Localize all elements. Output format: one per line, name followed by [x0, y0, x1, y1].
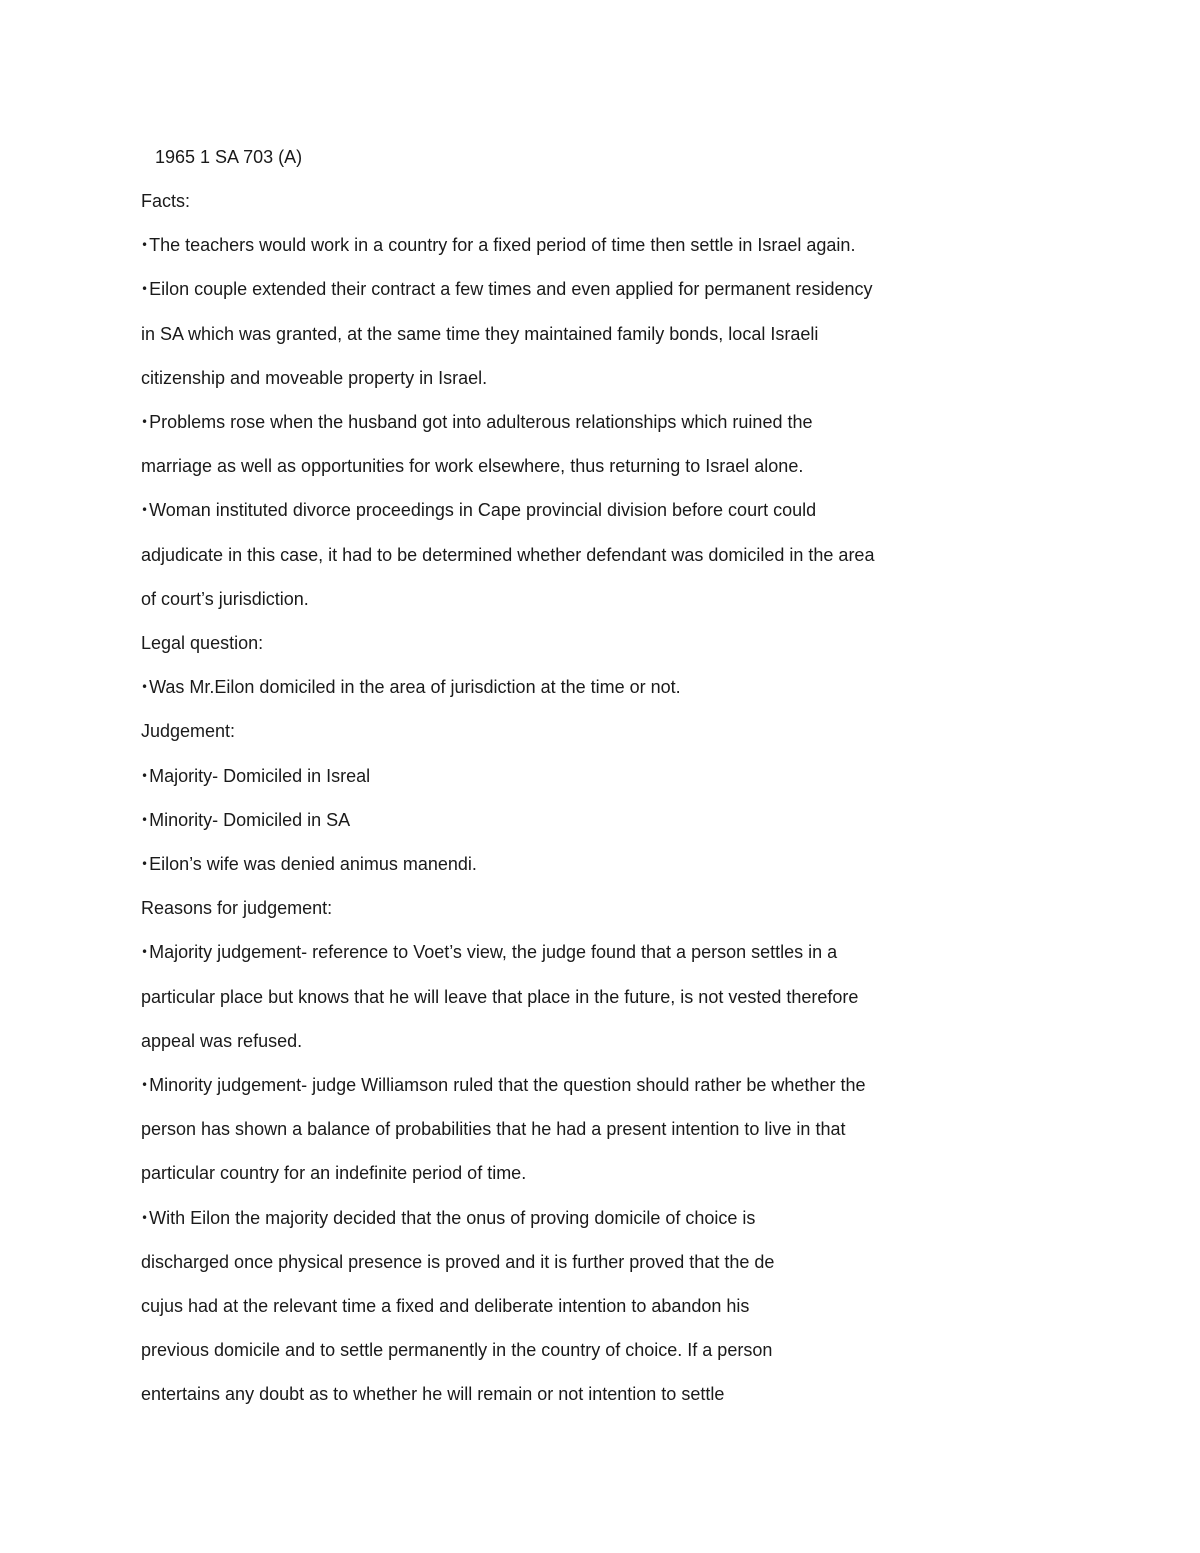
line-text: in SA which was granted, at the same time they maintained family bonds, local Israeli [141, 324, 819, 344]
line-text: Minority- Domiciled in SA [149, 810, 351, 830]
line-text: discharged once physical presence is proved and it is further proved that the de [141, 1252, 775, 1272]
line-text: previous domicile and to settle permanently in the country of choice. If a person [141, 1340, 773, 1360]
bullet-icon: • [141, 1078, 149, 1092]
line-text: cujus had at the relevant time a fixed and deliberate intention to abandon his [141, 1296, 750, 1316]
section-heading [141, 719, 235, 743]
paragraph-line [141, 1161, 526, 1185]
paragraph-line [141, 366, 487, 390]
line-text: citizenship and moveable property in Israel. [141, 368, 488, 388]
line-text: The teachers would work in a country for a fixed period of time then settle in Israel again. [149, 235, 856, 255]
paragraph-line [141, 1250, 774, 1274]
paragraph-line [141, 1294, 749, 1318]
line-text: entertains any doubt as to whether he will remain or not intention to settle [141, 1384, 725, 1404]
line-text: Eilon’s wife was denied animus manendi. [149, 854, 477, 874]
bullet-item [141, 1206, 755, 1230]
line-text: Was Mr.Eilon domiciled in the area of jurisdiction at the time or not. [149, 677, 681, 697]
bullet-icon: • [141, 238, 149, 252]
paragraph-line [141, 985, 858, 1009]
line-text: With Eilon the majority decided that the onus of proving domicile of choice is [149, 1208, 756, 1228]
line-text: Reasons for judgement: [141, 898, 333, 918]
bullet-item [141, 410, 813, 434]
line-text: Judgement: [141, 721, 236, 741]
case-citation: 1965 1 SA 703 (A) [155, 147, 303, 167]
line-text: Problems rose when the husband got into adulterous relationships which ruined the [149, 412, 813, 432]
section-heading [141, 631, 263, 655]
line-text: particular place but knows that he will leave that place in the future, is not vested therefore [141, 987, 859, 1007]
paragraph-line [141, 1029, 302, 1053]
bullet-icon: • [141, 813, 149, 827]
bullet-icon: • [141, 282, 149, 296]
bullet-icon: • [141, 503, 149, 517]
bullet-item [141, 277, 873, 301]
bullet-icon: • [141, 680, 149, 694]
line-text: Legal question: [141, 633, 264, 653]
line-text: Majority judgement- reference to Voet’s view, the judge found that a person settles in a [149, 942, 838, 962]
bullet-icon: • [141, 1211, 149, 1225]
paragraph-line [141, 454, 803, 478]
bullet-item [141, 764, 370, 788]
bullet-item [141, 1073, 865, 1097]
line-text: of court’s jurisdiction. [141, 589, 309, 609]
paragraph-line [141, 587, 309, 611]
line-text: Minority judgement- judge Williamson ruled that the question should rather be whether the [149, 1075, 866, 1095]
line-text: particular country for an indefinite period of time. [141, 1163, 527, 1183]
bullet-item [141, 940, 837, 964]
line-text: adjudicate in this case, it had to be determined whether defendant was domiciled in the area [141, 545, 875, 565]
line-text: Facts: [141, 191, 191, 211]
line-text: Eilon couple extended their contract a few times and even applied for permanent residency [149, 279, 873, 299]
line-text: marriage as well as opportunities for work elsewhere, thus returning to Israel alone. [141, 456, 804, 476]
bullet-icon: • [141, 857, 149, 871]
paragraph-line [141, 322, 818, 346]
paragraph-line [141, 543, 874, 567]
line-text: person has shown a balance of probabilities that he had a present intention to live in that [141, 1119, 846, 1139]
bullet-item [141, 852, 477, 876]
bullet-icon: • [141, 769, 149, 783]
bullet-icon: • [141, 945, 149, 959]
paragraph-line [141, 1117, 845, 1141]
bullet-item [141, 233, 855, 257]
bullet-item [141, 808, 350, 832]
line-text: Woman instituted divorce proceedings in Cape provincial division before court could [149, 500, 817, 520]
bullet-item [141, 675, 681, 699]
section-heading [141, 189, 190, 213]
bullet-icon: • [141, 415, 149, 429]
bullet-item [141, 498, 816, 522]
paragraph-line [141, 1382, 724, 1406]
line-text: appeal was refused. [141, 1031, 303, 1051]
section-heading [141, 896, 332, 920]
paragraph-line [141, 1338, 772, 1362]
line-text: Majority- Domiciled in Isreal [149, 766, 371, 786]
